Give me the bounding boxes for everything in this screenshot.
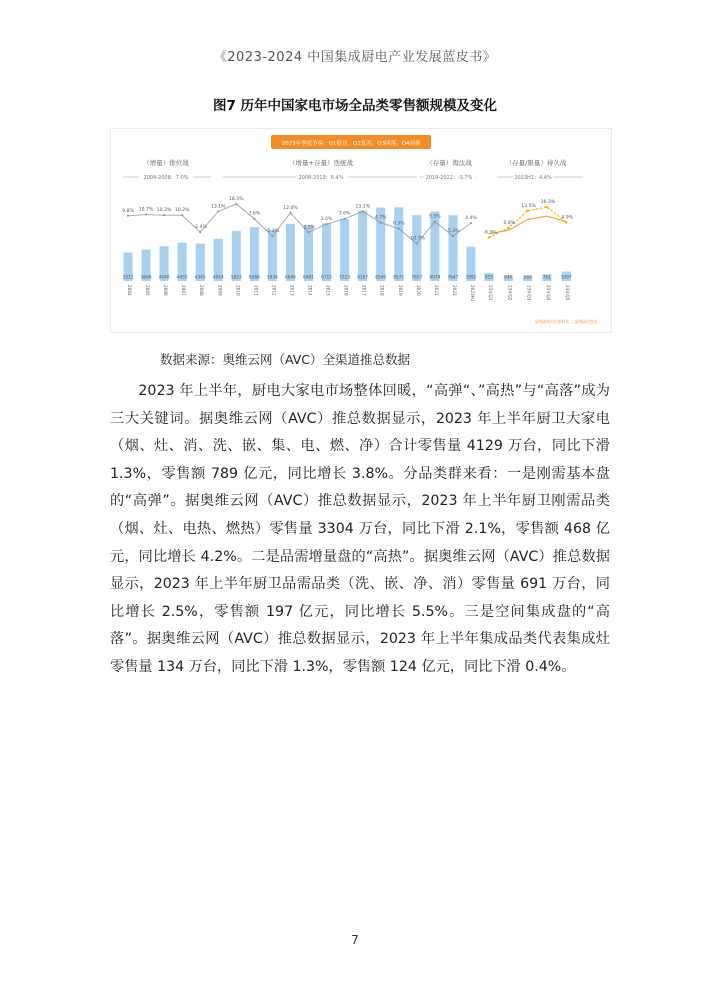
growth-label: 18.5%: [229, 197, 244, 203]
bar: [304, 225, 313, 281]
x-tick-label: 2010: [235, 285, 241, 296]
growth-point-quarterly: [546, 206, 549, 209]
x-tick-label: 23年Q4: [545, 285, 551, 301]
growth-point-quarterly: [488, 236, 491, 239]
figure-source: 数据来源：奥维云网（AVC）全渠道推总数据: [160, 352, 411, 367]
growth-label: 10.7%: [138, 207, 154, 213]
growth-point-quarterly: [507, 227, 510, 230]
bar-value-label: 569: [523, 275, 532, 281]
bar-value-label: 4040: [158, 275, 170, 281]
phase-sub-1: 2004-2008：7.0%: [143, 175, 189, 181]
bar: [322, 223, 331, 281]
body-text: [110, 378, 610, 682]
bar-value-label: 8167: [357, 275, 369, 281]
growth-label: 9.8%: [122, 208, 134, 214]
x-tick-label: 23年Q2: [507, 285, 513, 301]
bar-value-label: 8079: [429, 275, 441, 281]
bar-value-label: 8571: [393, 275, 405, 281]
bar-value-label: 3992: [465, 275, 477, 281]
phase-label-3: （存量）淘汰战: [426, 159, 472, 167]
x-tick-label: 23年Q3: [526, 285, 532, 301]
bar-value-label: 4345: [194, 275, 206, 281]
bar: [358, 211, 367, 281]
bar: [340, 219, 349, 281]
x-tick-label: 2009: [217, 285, 223, 296]
growth-point: [145, 214, 147, 216]
x-tick-label: 2004: [127, 285, 132, 296]
bar: [448, 215, 457, 281]
document-header: 《2023-2024 中国集成厨电产业发展蓝皮书》: [213, 50, 497, 65]
x-tick-label: 23年Q5: [565, 285, 571, 301]
x-tick-label: 2007: [181, 285, 187, 296]
growth-label: 13.1%: [355, 204, 370, 210]
growth-point: [181, 214, 183, 216]
growth-label: 12.0%: [283, 205, 298, 211]
x-tick-label: 2013: [289, 285, 295, 296]
growth-label: 4.7%: [374, 215, 387, 221]
growth-point: [470, 222, 472, 224]
growth-point: [308, 231, 310, 233]
x-tick-label: 2011: [253, 285, 259, 296]
bar-value-label: 761: [542, 275, 552, 281]
growth-point-quarterly: [565, 221, 568, 224]
x-tick-label: 2014: [307, 285, 313, 296]
phase-label-2: （增量+存量）迭统战: [289, 159, 353, 167]
growth-point: [380, 222, 382, 224]
x-tick-label: 2005: [145, 285, 151, 296]
growth-point: [271, 235, 273, 237]
x-tick-label: 2012: [271, 285, 277, 296]
phase-sub-4: 2023H1：4.4%: [514, 175, 552, 181]
growth-label: -10.7%: [408, 236, 425, 242]
growth-label-h1: 4.4%: [465, 216, 477, 222]
growth-label: -2.4%: [193, 225, 207, 231]
bar-value-label: 915: [484, 275, 494, 281]
x-tick-label: 2018: [379, 285, 385, 296]
growth-line-quarterly-prev: [489, 216, 566, 234]
growth-point: [326, 223, 328, 225]
growth-label-quarterly: 13.5%: [521, 203, 536, 209]
bar-value-label: 3312: [122, 275, 134, 281]
phase-label-4: （存量/限量）持久战: [505, 159, 567, 167]
growth-point: [362, 210, 364, 212]
bar-value-label: 6266: [248, 275, 260, 281]
bar: [394, 207, 403, 281]
paragraph: 2023 年上半年，厨电大家电市场整体回暖，“高弹“、”高热”与“高落”成为三大关键词。据奥维云网（AVC）推总数据显示，2023 年上半年厨卫大家电（烟、灶、消、洗、嵌、集、电、燃、净）合计零售量 4129 万台，同比下滑 1.3%，零售额 789 亿元，同比增长 3.8%。分品类群来看：一是刚需基本盘的“高弹”。据奥维云网（AVC）推总数据显示，2023 年上半年厨卫刚需品类（烟、灶、电热、燃热）零售量 3304 万台，同比下滑 2.1%，零售额 468 亿元，同比增长 4.2%。二是品需增量盘的“高热”。据奥维云网（AVC）推总数据显示，2023 年上半年厨卫品需品类（洗、嵌、净、消）零售量 691 万台，同比增长 2.5%，零售额 197 亿元，同比增长 5.5%。三是空间集成盘的“高落”。据奥维云网（AVC）推总数据显示，2023 年上半年集成品类代表集成灶零售量 134 万台，同比下滑 1.3%，零售额 124 亿元，同比下滑 0.4%。: [110, 383, 610, 675]
growth-label-quarterly: 16.3%: [540, 199, 556, 205]
page-number: 7: [351, 933, 359, 947]
bar-value-label: 5934: [266, 275, 278, 281]
growth-label: -5.3%: [265, 229, 280, 235]
figure-title: 图7 历年中国家电市场全品类零售额规模及变化: [212, 98, 498, 114]
bar-value-label: 7647: [447, 275, 459, 281]
growth-point: [416, 242, 418, 244]
bar-value-label: 5823: [230, 275, 242, 281]
growth-point: [289, 212, 291, 214]
phase-sub-2: 2008-2019：6.4%: [298, 175, 344, 181]
chart-legend-1: 虚线前线为往期同比: [535, 319, 570, 324]
growth-label-quarterly: 0.8%: [503, 220, 516, 226]
x-tick-label: 23年Q1: [488, 285, 493, 301]
growth-point: [253, 218, 255, 220]
growth-point: [452, 235, 454, 237]
growth-point: [217, 210, 219, 212]
bar-value-label: 6646: [284, 275, 296, 281]
growth-label: -2.5%: [301, 225, 316, 231]
growth-label: 13.1%: [210, 204, 226, 210]
growth-point-quarterly: [526, 209, 529, 212]
x-tick-label: 2021: [433, 285, 439, 296]
bar-value-label: 3666: [140, 275, 152, 281]
chart-legend-2: 二虚线同比变化: [571, 319, 598, 324]
growth-label: 7.6%: [248, 211, 261, 217]
growth-label: 3.6%: [320, 217, 333, 223]
growth-label: 10.2%: [156, 208, 172, 214]
growth-point: [344, 218, 346, 220]
growth-point: [199, 231, 201, 233]
growth-point: [398, 228, 400, 230]
bar: [412, 215, 421, 281]
growth-point: [434, 221, 436, 223]
bar-value-label: 7223: [339, 275, 351, 281]
bar-value-label: 1097: [560, 275, 572, 281]
x-tick-label: 2023H1: [469, 285, 475, 302]
x-tick-label: 2020: [415, 285, 421, 296]
bar-value-label: 6481: [303, 275, 314, 281]
x-tick-label: 2015: [325, 285, 331, 296]
x-tick-label: 2006: [163, 285, 169, 296]
bar-value-label: 7657: [411, 275, 423, 281]
x-tick-label: 2022: [451, 285, 457, 296]
growth-point: [127, 215, 129, 217]
x-tick-label: 2019: [397, 285, 403, 296]
bar-value-label: 6715: [321, 275, 333, 281]
growth-point: [235, 203, 237, 205]
x-tick-label: 2008: [199, 285, 205, 296]
growth-label: 0.3%: [392, 221, 405, 227]
phase-sub-3: 2019-2022：-3.7%: [425, 175, 473, 181]
growth-point: [163, 214, 165, 216]
bar: [232, 231, 241, 281]
growth-label: 5.5%: [429, 214, 441, 220]
chart-svg: [111, 129, 611, 332]
bar-value-label: 640: [504, 275, 513, 281]
growth-label-quarterly: 4.9%: [561, 215, 574, 221]
bar-value-label: 8549: [375, 275, 387, 281]
bar: [286, 224, 295, 281]
bar: [268, 230, 277, 281]
growth-label: -5.3%: [446, 229, 460, 235]
bar: [250, 227, 259, 281]
growth-label-quarterly: -6.3%: [483, 230, 497, 236]
bar-value-label: 4452: [176, 275, 188, 281]
growth-label: 7.6%: [338, 211, 351, 217]
chart: [110, 128, 612, 333]
growth-label: 10.2%: [174, 208, 190, 214]
chart-banner-text: 2023年季度节奏：Q1低谷、Q2复苏、Q3回落、Q4回弹: [281, 141, 421, 147]
x-tick-label: 2017: [361, 285, 367, 296]
x-tick-label: 2016: [343, 285, 349, 296]
phase-label-1: （增量）排位战: [143, 159, 189, 167]
bar-value-label: 4914: [212, 275, 224, 281]
